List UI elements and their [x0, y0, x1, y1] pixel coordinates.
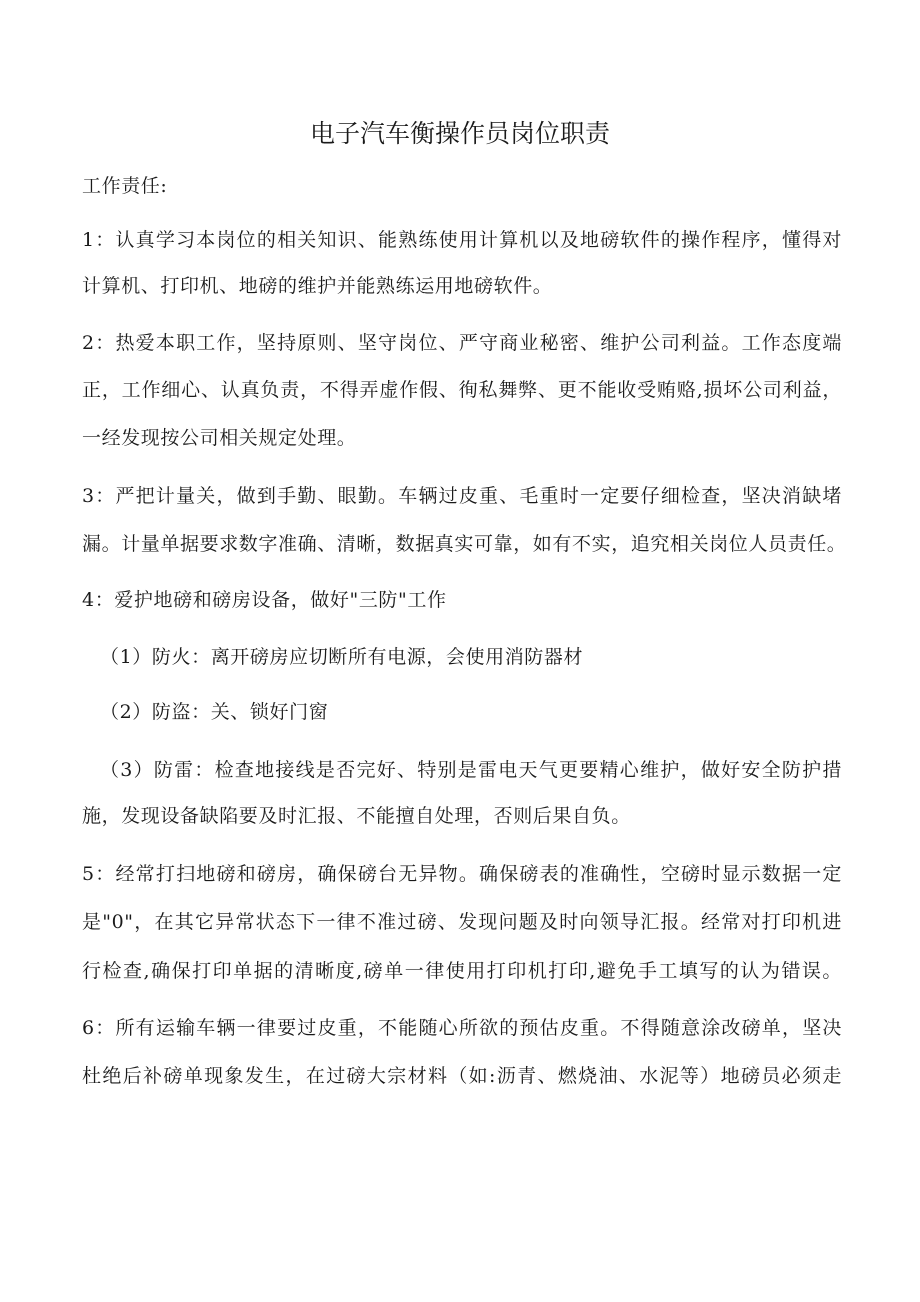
paragraph-line: 2：热爱本职工作，坚持原则、坚守岗位、严守商业秘密、维护公司利益。工作态度端: [82, 332, 842, 354]
paragraph-line: 施，发现设备缺陷要及时汇报、不能擅自处理，否则后果自负。: [82, 805, 631, 827]
paragraph-line: 杜绝后补磅单现象发生，在过磅大宗材料（如:沥青、燃烧油、水泥等）地磅员必须走: [82, 1065, 842, 1087]
paragraph-line: 5：经常打扫地磅和磅房，确保磅台无异物。确保磅表的准确性，空磅时显示数据一定: [82, 863, 842, 885]
paragraph-line: 4：爱护地磅和磅房设备，做好"三防"工作: [82, 589, 447, 611]
paragraph-line: 6：所有运输车辆一律要过皮重，不能随心所欲的预估皮重。不得随意涂改磅单，坚决: [82, 1017, 842, 1039]
paragraph-line: 3：严把计量关，做到手勤、眼勤。车辆过皮重、毛重时一定要仔细检查，坚决消缺堵: [82, 485, 842, 507]
paragraph-line: 是"0"，在其它异常状态下一律不准过磅、发现问题及时向领导汇报。经常对打印机进: [82, 911, 842, 933]
list-item: （2）防盗：关、锁好门窗: [100, 701, 329, 723]
paragraph-line: 一经发现按公司相关规定处理。: [82, 427, 357, 449]
paragraph-line: 行检查,确保打印单据的清晰度,磅单一律使用打印机打印,避免手工填写的认为错误。: [82, 960, 842, 982]
paragraph-line: 漏。计量单据要求数字准确、清晰，数据真实可靠，如有不实，追究相关岗位人员责任。: [82, 533, 847, 555]
page-title: 电子汽车衡操作员岗位职责: [309, 119, 610, 148]
list-item: （3）防雷：检查地接线是否完好、特别是雷电天气更要精心维护，做好安全防护措: [100, 759, 842, 781]
section-heading: 工作责任:: [82, 175, 168, 197]
paragraph-line: 1：认真学习本岗位的相关知识、能熟练使用计算机以及地磅软件的操作程序，懂得对: [82, 229, 842, 251]
paragraph-line: 正，工作细心、认真负责，不得弄虚作假、徇私舞弊、更不能收受贿赂,损坏公司利益，: [82, 379, 842, 401]
list-item: （1）防火：离开磅房应切断所有电源，会使用消防器材: [100, 646, 584, 668]
paragraph-line: 计算机、打印机、地磅的维护并能熟练运用地磅软件。: [82, 275, 553, 297]
